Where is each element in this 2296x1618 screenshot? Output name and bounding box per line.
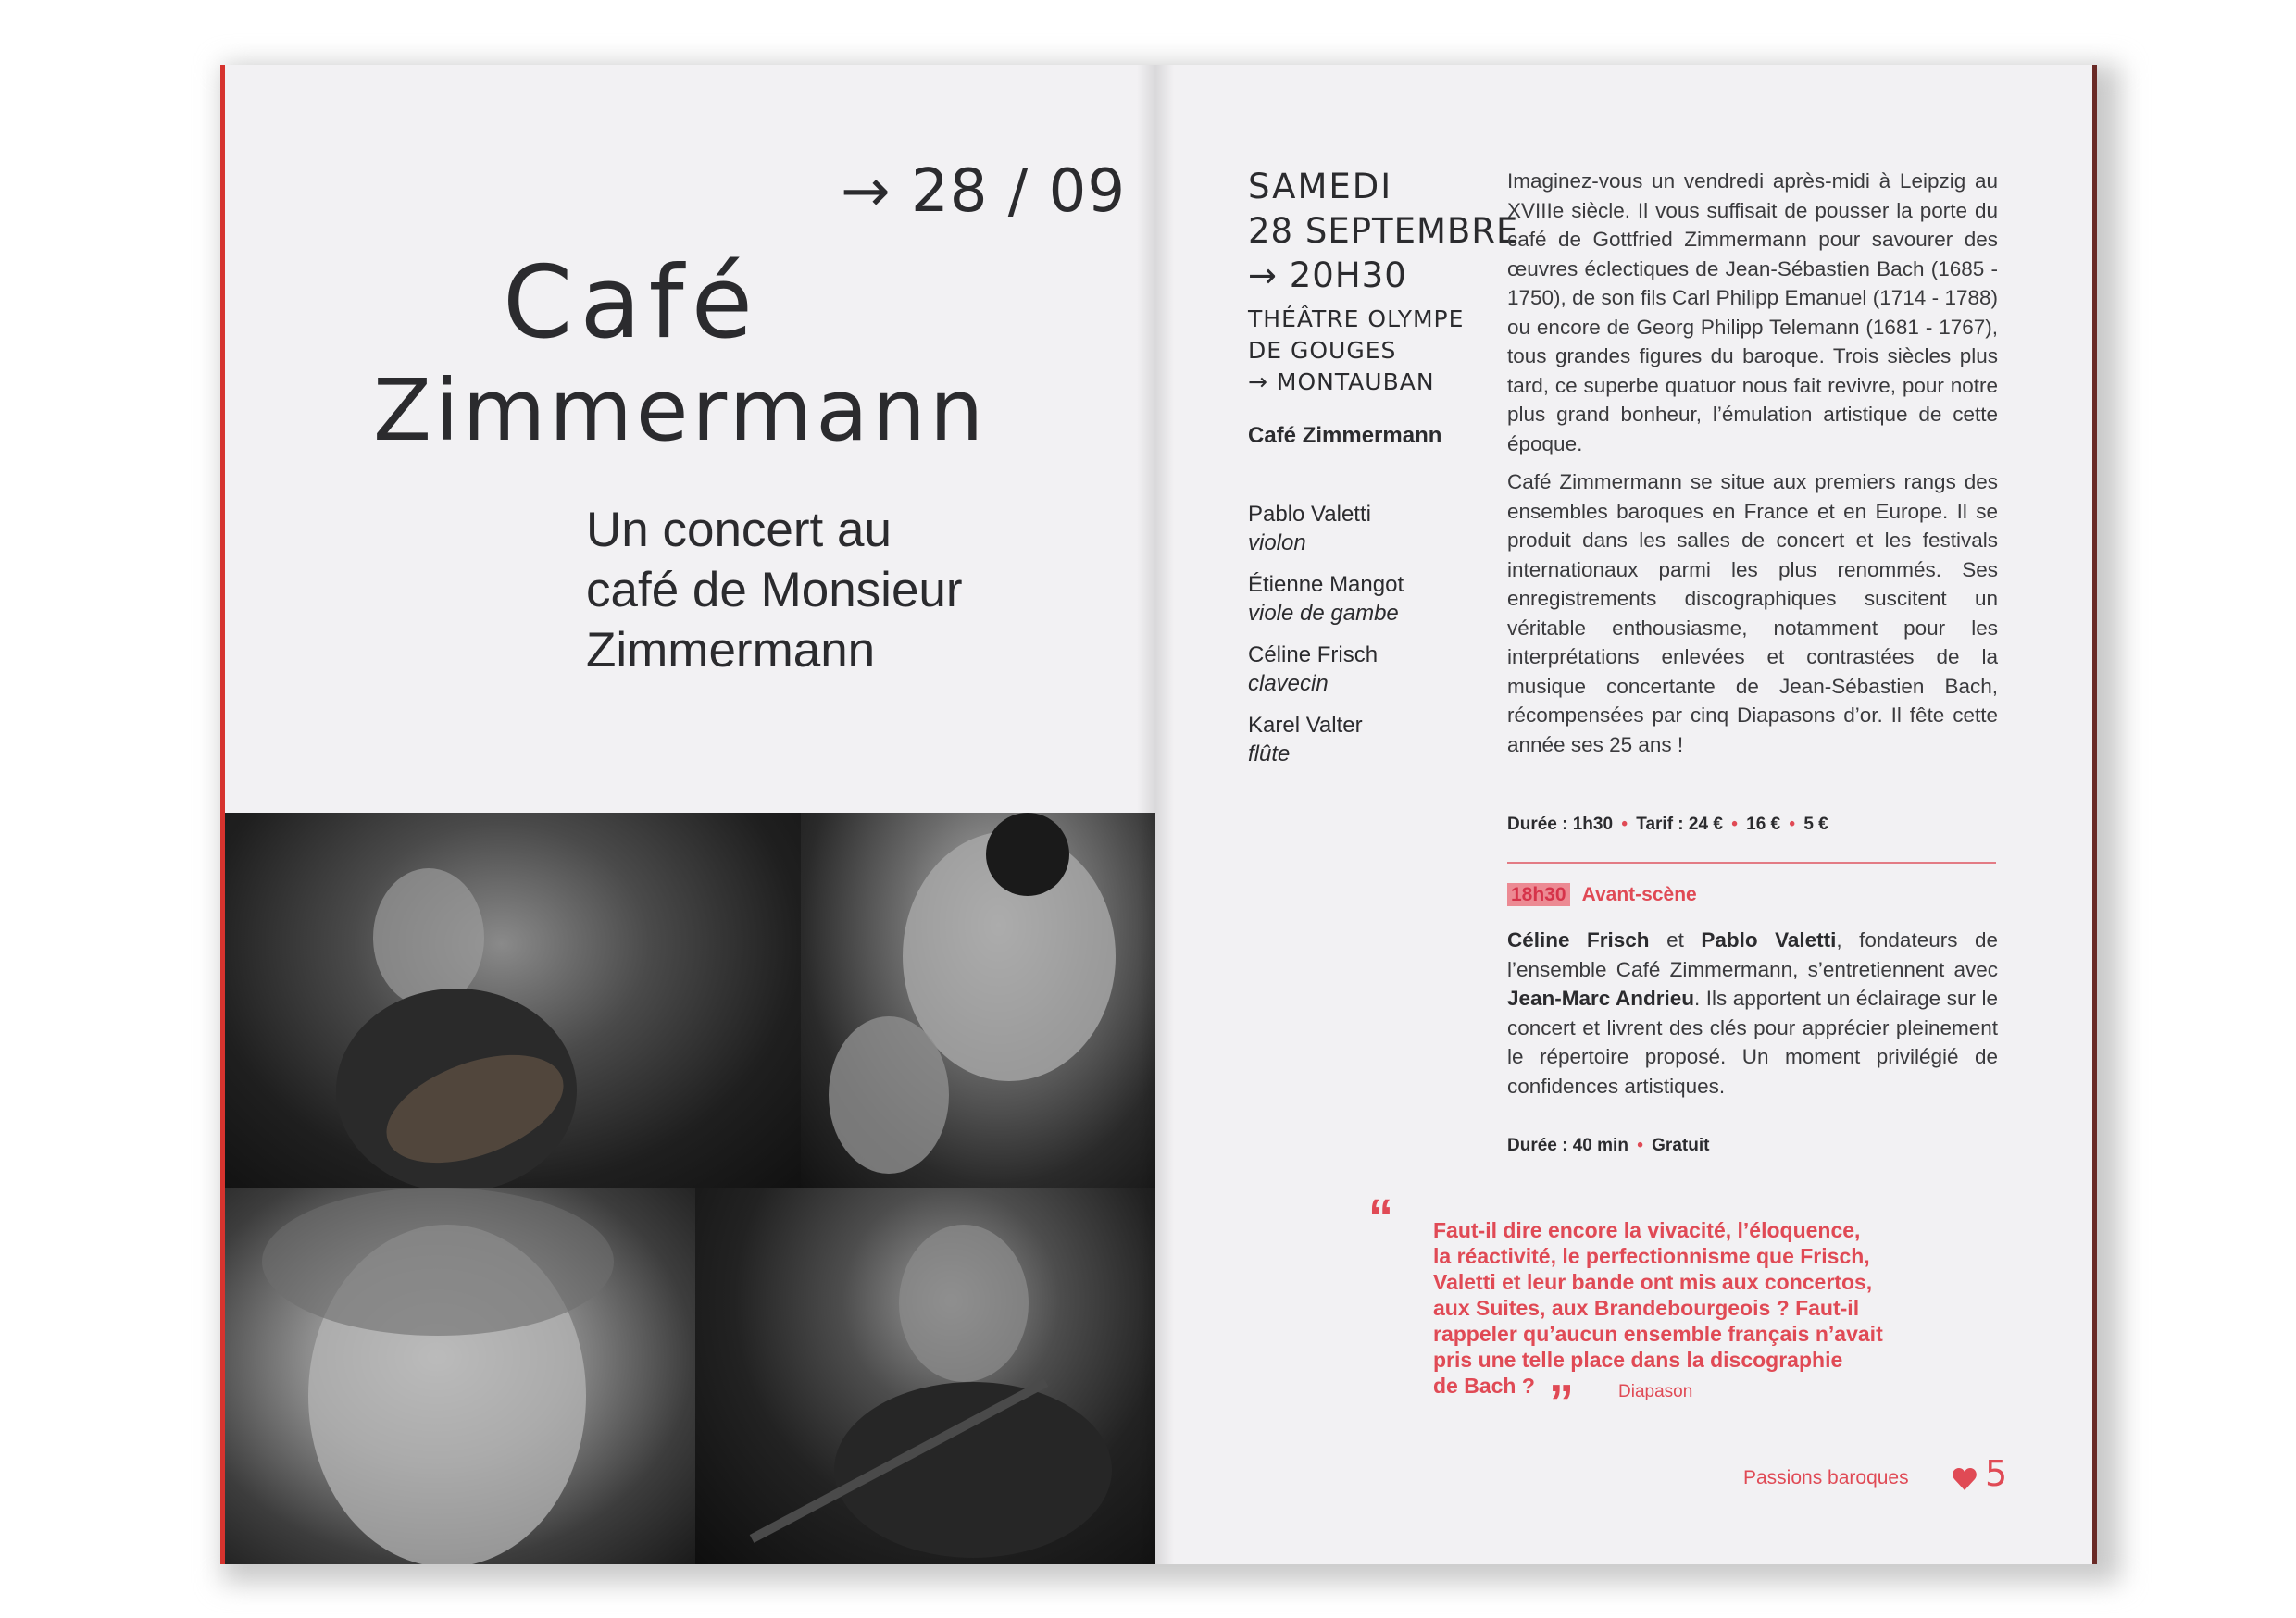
musician-name: Étienne Mangot: [1248, 572, 1404, 597]
section-divider: [1507, 862, 1996, 864]
series-name: Passions baroques: [1743, 1467, 1909, 1488]
event-time: → 20H30: [1248, 255, 1407, 295]
quote-source: Diapason: [1618, 1382, 1693, 1401]
subtitle-line: Un concert au: [586, 503, 892, 557]
tariff-reduced: 16 €: [1746, 815, 1781, 834]
speaker-name: Céline Frisch: [1507, 928, 1650, 952]
venue-line: THÉÂTRE OLYMPE: [1248, 305, 1465, 332]
musician-name: Karel Valter: [1248, 713, 1363, 738]
venue-line: → MONTAUBAN: [1248, 368, 1435, 395]
musician-role: clavecin: [1248, 671, 1329, 696]
quote-close-mark: ”: [1549, 1375, 1574, 1430]
violinist-photo: [225, 813, 801, 1188]
quote-line: rappeler qu’aucun ensemble français n’avait: [1433, 1322, 1883, 1346]
quote-line: de Bach ?: [1433, 1374, 1535, 1398]
concert-meta: [1507, 815, 1828, 835]
book-gutter: [1137, 65, 1174, 1564]
harpsichordist-photo: [225, 1188, 695, 1564]
title-line-1: Café: [503, 245, 761, 361]
musician-list: [1248, 500, 1489, 781]
bullet-dot: •: [1621, 815, 1628, 834]
quote-line: Faut-il dire encore la vivacité, l’éloquence,: [1433, 1218, 1861, 1242]
musician-name: Pablo Valetti: [1248, 502, 1371, 527]
event-date: 28 SEPTEMBRE: [1248, 211, 1519, 251]
bullet-dot: •: [1731, 815, 1738, 834]
subtitle-line: Zimmermann: [586, 623, 876, 678]
concert-duration: Durée : 1h30: [1507, 815, 1614, 834]
tariff-full: Tarif : 24 €: [1636, 815, 1723, 834]
quote-line: Valetti et leur bande ont mis aux concertos,: [1433, 1270, 1873, 1294]
subtitle-line: café de Monsieur: [586, 563, 963, 617]
event-venue: [1248, 304, 1464, 398]
quote-open-mark: “: [1368, 1189, 1393, 1245]
event-date-heading: → 28 / 09: [841, 157, 1127, 226]
musician-item: [1248, 641, 1489, 698]
avant-scene-duration: Durée : 40 min: [1507, 1136, 1628, 1155]
musician-role: viole de gambe: [1248, 601, 1399, 626]
avant-scene-heading: [1507, 884, 1697, 906]
speaker-name: Jean-Marc Andrieu: [1507, 987, 1694, 1010]
subtitle: [586, 500, 1104, 680]
avant-scene-text: Céline Frisch et Pablo Valetti, fondateurs de l’ensemble Café Zimmermann, s’entretiennent avec Jean-Marc Andrieu. Ils apportent un éclairage sur le concert et livrent des clés pour apprécier pleinement le répertoire proposé. Un moment privilégié de confidences artistiques.: [1507, 928, 1999, 1098]
bullet-dot: •: [1637, 1136, 1643, 1155]
press-quote: [1433, 1217, 1952, 1399]
bullet-dot: •: [1789, 815, 1796, 834]
description-text: [1507, 167, 1998, 768]
musician-name: Céline Frisch: [1248, 642, 1379, 667]
speaker-name: Pablo Valetti: [1701, 928, 1837, 952]
ensemble-name: Café Zimmermann: [1248, 423, 1442, 448]
right-page: [1155, 65, 2097, 1564]
title-line-2: Zimmermann: [373, 361, 988, 460]
page-number: 5: [1985, 1453, 2008, 1494]
avant-scene-meta: [1507, 1136, 1709, 1156]
tariff-child: 5 €: [1803, 815, 1828, 834]
musician-role: flûte: [1248, 741, 1291, 766]
flutist-photo: [695, 1188, 1160, 1564]
description-paragraph: Café Zimmermann se situe aux premiers rangs des ensembles baroques en France et en Europe. Il se produit dans les salles de concert et les festivals internationaux parmi les plus renommés. Ses enregistrements discographiques suscitent un véritable enthousiasme, notamment pour les interprétations enlevées et contrastées de la musique concertante de Jean-Sébastien Bach, récompensées par cinq Diapasons d’or. Il fête cette année ses 25 ans !: [1507, 470, 1998, 756]
avant-scene-price: Gratuit: [1652, 1136, 1710, 1155]
avant-scene-time-badge: 18h30: [1507, 883, 1570, 906]
cellist-photo: [801, 813, 1160, 1188]
quote-line: pris une telle place dans la discographie: [1433, 1348, 1843, 1372]
musician-item: [1248, 711, 1489, 768]
venue-line: DE GOUGES: [1248, 337, 1397, 364]
avant-scene-label: Avant-scène: [1581, 884, 1697, 905]
quote-line: aux Suites, aux Brandebourgeois ? Faut-il: [1433, 1296, 1860, 1320]
musician-role: violon: [1248, 530, 1306, 555]
description-paragraph: Imaginez-vous un vendredi après-midi à Leipzig au XVIIIe siècle. Il vous suffisait de pousser la porte du café de Gottfried Zimmermann pour savourer des œuvres éclectiques de Jean-Sébastien Bach (1685 - 1750), de son fils Carl Philipp Emanuel (1714 - 1788) ou encore de Georg Philipp Telemann (1681 - 1767), tous grandes figures du baroque. Trois siècles plus tard, ce superbe quatuor nous fait revivre, pour notre plus grand bonheur, l’émulation artistique de cette époque.: [1507, 169, 1998, 455]
left-page: [220, 65, 1160, 1564]
event-day: SAMEDI: [1248, 167, 1393, 206]
heart-icon: [1952, 1467, 1978, 1491]
musician-item: [1248, 570, 1489, 628]
quote-line: la réactivité, le perfectionnisme que Frisch,: [1433, 1244, 1870, 1268]
musician-item: [1248, 500, 1489, 557]
